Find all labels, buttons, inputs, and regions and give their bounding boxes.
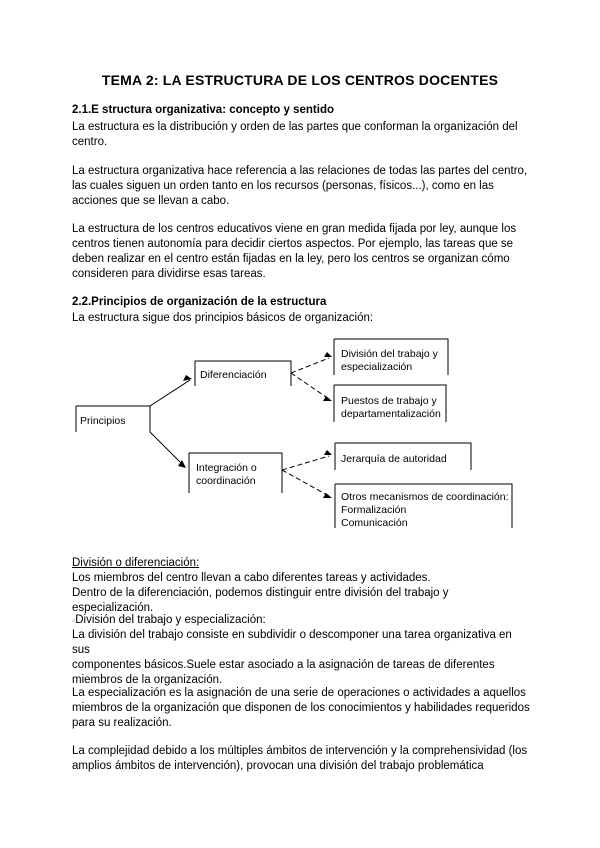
paragraph [72, 628, 532, 688]
text-line: para su realización. [72, 717, 172, 729]
section-heading-2-2: 2.2.Principios de organización de la estructura [72, 296, 327, 308]
diagram-leaf4-label: Comunicación [341, 517, 408, 529]
text-line: La especialización es la asignación de una serie de operaciones o actividades a aquellos [72, 687, 526, 699]
arrowhead [183, 375, 192, 381]
text-line: amplios ámbitos de intervención), provocan una división del trabajo problemática [72, 760, 484, 772]
section-heading-2-1: 2.1.E structura organizativa: concepto y sentido [72, 104, 335, 116]
diagram-leaf2-label: departamentalización [341, 408, 441, 420]
section-intro: La estructura sigue dos principios básicos de organización: [72, 312, 374, 324]
diagram-leaf1-label: División del trabajo y [341, 348, 438, 360]
text-line: las cuales siguen un orden tanto en los recursos (personas, físicos...), como en las [72, 180, 494, 192]
diagram-branch1-label: Diferenciación [200, 369, 267, 381]
text-line: La estructura de los centros educativos viene en gran medida fijada por ley, aunque los [72, 223, 517, 235]
text-line: deben realizar en el centro están fijadas en la ley, pero los centros se organizan cómo [72, 253, 510, 265]
diagram-branch2-label: coordinación [196, 475, 256, 487]
diagram-branch2-label: Integración o [196, 462, 257, 474]
text-line: centros tienen autonomía para decidir ciertos aspectos. Por ejemplo, las tareas que se [72, 238, 514, 250]
paragraph [72, 686, 532, 731]
paragraph [72, 744, 532, 774]
arrow-branch2-to-leaf4 [282, 470, 329, 496]
text-line: Los miembros del centro llevan a cabo diferentes tareas y actividades. [72, 572, 431, 584]
arrow-branch1-to-leaf1 [291, 358, 329, 373]
text-line: La división del trabajo consiste en subdividir o descomponer una tarea organizativa en sus [72, 629, 512, 656]
arrowhead [324, 352, 332, 357]
text-line: Dentro de la diferenciación, podemos distinguir entre división del trabajo y especialización. [72, 587, 449, 614]
diagram-leaf4-label: Otros mecanismos de coordinación: [341, 491, 509, 503]
arrow-root-to-branch1 [150, 380, 190, 406]
arrowhead [324, 450, 332, 455]
diagram-leaf3-label: Jerarquía de autoridad [341, 453, 447, 465]
arrow-branch2-to-leaf3 [282, 456, 329, 470]
section-heading-division: División o diferenciación: [72, 557, 200, 569]
sub-heading-text: División del trabajo y especialización: [75, 614, 266, 626]
text-line: miembros de la organización que disponen de los conocimientos y habilidades requeridos [72, 702, 530, 714]
sub-heading [72, 613, 532, 628]
text-line: La estructura organizativa hace referencia a las relaciones de todas las partes del centro, [72, 165, 528, 177]
page-title: TEMA 2: LA ESTRUCTURA DE LOS CENTROS DOCENTES [101, 72, 499, 88]
text-line: consideren para dividirse esas tareas. [72, 268, 266, 280]
arrowhead [323, 396, 332, 401]
diagram-leaf1-label: especialización [341, 361, 413, 373]
paragraph [72, 571, 532, 616]
arrow-root-to-branch2 [150, 432, 184, 466]
diagram-leaf4-label: Formalización [341, 504, 407, 516]
text-line: miembros de la organización. [72, 674, 223, 686]
arrow-branch1-to-leaf2 [291, 373, 329, 399]
diagram-root-label: Principios [80, 415, 126, 427]
text-line: centro. [72, 136, 108, 148]
text-line: componentes básicos.Suele estar asociado a la asignación de tareas de diferentes [72, 659, 495, 671]
text-line: acciones que se llevan a cabo. [72, 195, 230, 207]
text-line: La complejidad debido a los múltiples ámbitos de intervención y la comprehensividad (los [72, 745, 528, 757]
bullet-icon: ▫ [72, 615, 76, 625]
diagram-leaf2-label: Puestos de trabajo y [341, 395, 437, 407]
text-line: La estructura es la distribución y orden de las partes que conforman la organización del [72, 121, 518, 133]
